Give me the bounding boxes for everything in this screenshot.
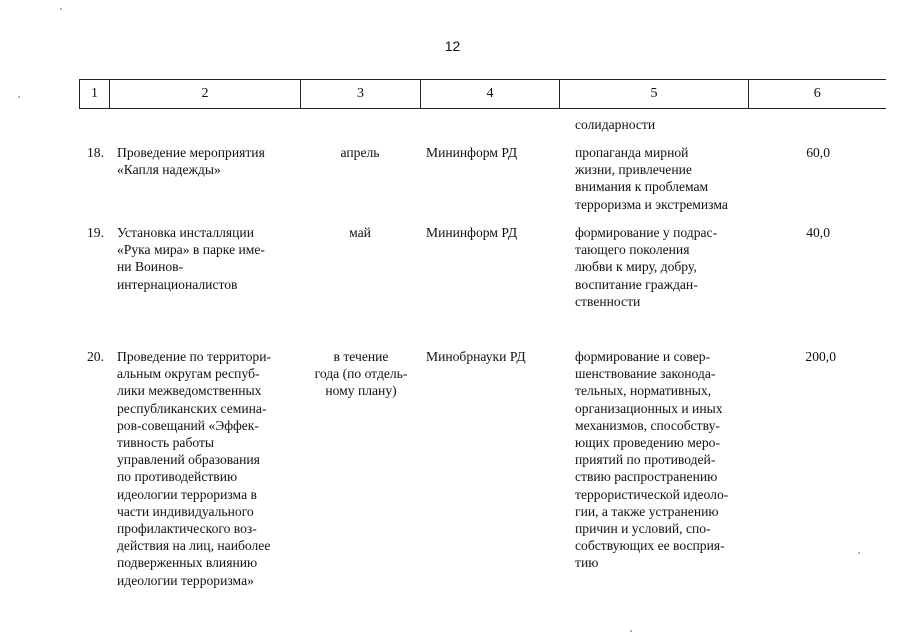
column-header-row xyxy=(80,80,886,109)
column-header-4: 4 xyxy=(421,80,560,109)
event-executor: Мининформ РД xyxy=(426,145,518,160)
scan-speck xyxy=(630,630,632,632)
column-header-table xyxy=(79,79,886,109)
event-goal: формирование и совер- шенствование законода- тельных, нормативных, организационных и иных механизмов, способству- ющих проведению меро- приятий по противодей- ствию распространению террористической идеоло- гии, а также устранению причин и условий, спо- собствующих ее восприя- тию xyxy=(575,349,729,571)
event-period: май xyxy=(349,225,371,240)
event-title: Проведение по территори- альным округам респуб- лики межведомственных республиканских семина- ров-совещаний «Эффек- тивность работы управлений образования по противодействию идеологии терроризма в части индивидуального профилактического воз- действия на лиц, наиболее подверженных влиянию идеологии терроризма» xyxy=(117,349,272,588)
row-number: 19. xyxy=(87,225,104,240)
event-goal: формирование у подрас- тающего поколения любви к миру, добру, воспитание граждан- ственности xyxy=(575,225,718,309)
event-title: Установка инсталляции «Рука мира» в парке име- ни Воинов- интернационалистов xyxy=(117,225,265,292)
column-header-6: 6 xyxy=(749,80,886,109)
column-header-2: 2 xyxy=(110,80,301,109)
column-header-3: 3 xyxy=(301,80,421,109)
event-title: Проведение мероприятия «Капля надежды» xyxy=(117,145,265,178)
event-executor: Мининформ РД xyxy=(426,225,518,240)
column-header-5: 5 xyxy=(560,80,749,109)
scan-speck xyxy=(18,96,20,98)
scan-speck xyxy=(858,552,860,554)
event-goal: пропаганда мирной жизни, привлечение внимания к проблемам терроризма и экстремизма xyxy=(575,145,728,212)
event-funding: 200,0 xyxy=(805,349,836,364)
event-funding: 40,0 xyxy=(806,225,830,240)
row-number: 20. xyxy=(87,349,104,364)
page-number: 12 xyxy=(444,38,461,54)
row-number: 18. xyxy=(87,145,104,160)
column-header-1: 1 xyxy=(80,80,110,109)
event-period: в течение года (по отдель- ному плану) xyxy=(314,349,408,399)
scan-speck xyxy=(60,8,62,10)
continuation-text: солидарности xyxy=(575,117,656,132)
event-funding: 60,0 xyxy=(806,145,830,160)
event-executor: Минобрнауки РД xyxy=(426,349,526,364)
event-period: апрель xyxy=(340,145,380,160)
